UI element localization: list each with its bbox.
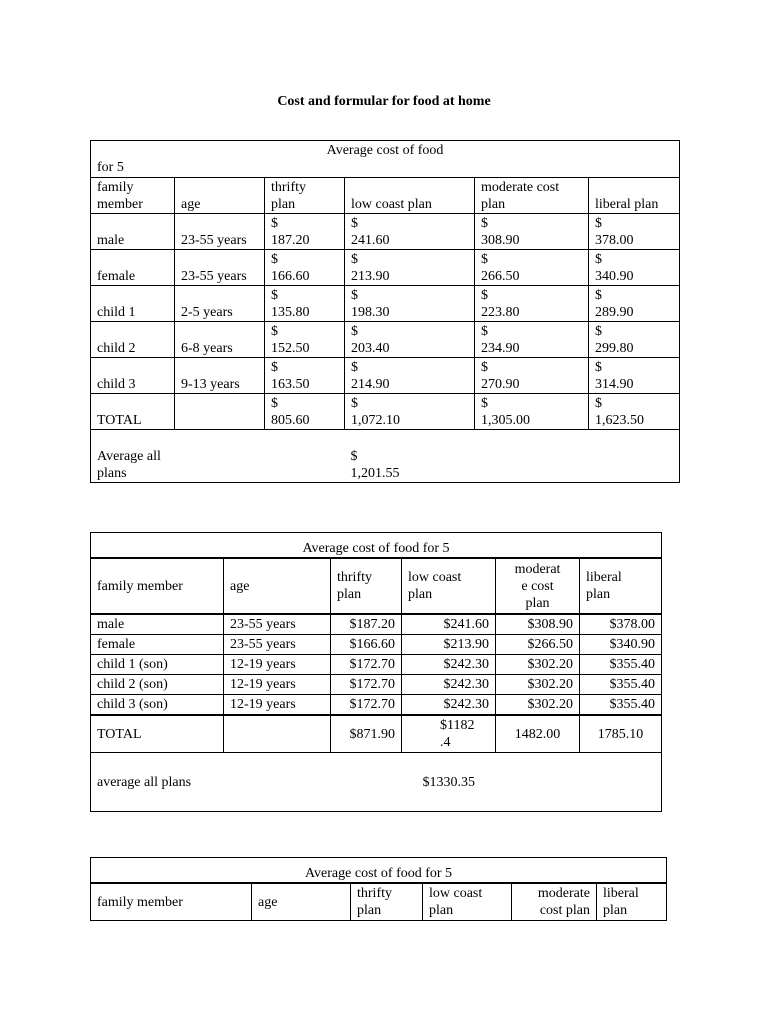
low-cost-cell: $ 198.30 — [345, 286, 475, 322]
liberal-cell: $ 340.90 — [589, 250, 680, 286]
moderate-cell: $ 266.50 — [475, 250, 589, 286]
thrifty-cell: $172.70 — [331, 655, 402, 675]
column-header: low coast plan — [402, 558, 496, 614]
age-cell: 23-55 years — [224, 614, 331, 635]
moderate-cell: $302.20 — [496, 655, 580, 675]
moderate-cell: $ 1,305.00 — [475, 394, 589, 430]
age-cell — [224, 715, 331, 753]
table2-heading-row — [91, 533, 662, 559]
liberal-cell: $ 378.00 — [589, 214, 680, 250]
column-header: age — [252, 883, 351, 921]
member-cell: TOTAL — [91, 715, 224, 753]
moderate-cell: $308.90 — [496, 614, 580, 635]
table-row — [91, 635, 662, 655]
column-header: family member — [91, 558, 224, 614]
low-cost-cell: $241.60 — [402, 614, 496, 635]
average-label: Average all plans — [91, 430, 345, 483]
table-row — [91, 286, 680, 322]
column-header: age — [224, 558, 331, 614]
member-cell: child 1 — [91, 286, 175, 322]
average-value: $ 1,201.55 — [345, 430, 680, 483]
member-cell: TOTAL — [91, 394, 175, 430]
member-cell: child 2 — [91, 322, 175, 358]
thrifty-cell: $ 135.80 — [265, 286, 345, 322]
liberal-cell: $340.90 — [580, 635, 662, 655]
age-cell: 23-55 years — [175, 250, 265, 286]
average-value: $1330.35 — [402, 753, 662, 812]
liberal-cell: $355.40 — [580, 695, 662, 716]
age-cell: 23-55 years — [175, 214, 265, 250]
table2-average-row — [91, 753, 662, 812]
table3-column-headers — [91, 883, 667, 921]
moderate-cell: $ 270.90 — [475, 358, 589, 394]
table-row — [91, 655, 662, 675]
age-cell: 2-5 years — [175, 286, 265, 322]
age-cell: 12-19 years — [224, 695, 331, 716]
table-row — [91, 214, 680, 250]
member-cell: male — [91, 614, 224, 635]
age-cell: 12-19 years — [224, 655, 331, 675]
column-header: low coast plan — [345, 178, 475, 214]
liberal-cell: $ 289.90 — [589, 286, 680, 322]
table-row — [91, 322, 680, 358]
column-header: liberal plan — [589, 178, 680, 214]
low-cost-cell: $213.90 — [402, 635, 496, 655]
liberal-cell: $ 299.80 — [589, 322, 680, 358]
thrifty-cell: $ 152.50 — [265, 322, 345, 358]
age-cell: 6-8 years — [175, 322, 265, 358]
table3-heading: Average cost of food for 5 — [91, 858, 667, 884]
low-cost-cell: $242.30 — [402, 655, 496, 675]
moderate-cell: $302.20 — [496, 695, 580, 716]
low-cost-cell: $ 1,072.10 — [345, 394, 475, 430]
table3-heading-row — [91, 858, 667, 884]
member-cell: female — [91, 635, 224, 655]
age-cell: 23-55 years — [224, 635, 331, 655]
table-row — [91, 358, 680, 394]
column-header: liberal plan — [580, 558, 662, 614]
column-header: thrifty plan — [265, 178, 345, 214]
table-row-total — [91, 394, 680, 430]
member-cell: male — [91, 214, 175, 250]
moderate-cell: 1482.00 — [496, 715, 580, 753]
page-title: Cost and formular for food at home — [277, 94, 491, 109]
liberal-cell: $355.40 — [580, 655, 662, 675]
food-cost-table-2 — [90, 532, 662, 812]
low-cost-cell: $1182 .4 — [402, 715, 496, 753]
column-header: age — [175, 178, 265, 214]
liberal-cell: $ 314.90 — [589, 358, 680, 394]
food-cost-table-3 — [90, 857, 667, 921]
column-header: family member — [91, 883, 252, 921]
column-header: family member — [91, 178, 175, 214]
table1-average-row — [91, 430, 680, 483]
low-cost-cell: $ 203.40 — [345, 322, 475, 358]
table-row — [91, 250, 680, 286]
thrifty-cell: $ 187.20 — [265, 214, 345, 250]
thrifty-cell: $ 805.60 — [265, 394, 345, 430]
column-header: moderat e cost plan — [496, 558, 580, 614]
column-header: thrifty plan — [331, 558, 402, 614]
table1-heading-cell — [91, 141, 680, 178]
column-header: thrifty plan — [351, 883, 423, 921]
thrifty-cell: $871.90 — [331, 715, 402, 753]
table1-heading-row — [91, 141, 680, 178]
table1-heading-sub: for 5 — [97, 160, 124, 175]
low-cost-cell: $ 241.60 — [345, 214, 475, 250]
table-row-total — [91, 715, 662, 753]
thrifty-cell: $166.60 — [331, 635, 402, 655]
moderate-cell: $302.20 — [496, 675, 580, 695]
column-header: low coast plan — [423, 883, 512, 921]
moderate-cell: $266.50 — [496, 635, 580, 655]
thrifty-cell: $172.70 — [331, 695, 402, 716]
column-header: moderate cost plan — [475, 178, 589, 214]
table-row — [91, 695, 662, 716]
age-cell — [175, 394, 265, 430]
column-header: liberal plan — [597, 883, 667, 921]
food-cost-table-1 — [90, 140, 680, 483]
table-row — [91, 614, 662, 635]
liberal-cell: $378.00 — [580, 614, 662, 635]
table2-column-headers — [91, 558, 662, 614]
table-row — [91, 675, 662, 695]
low-cost-cell: $ 214.90 — [345, 358, 475, 394]
column-header: moderate cost plan — [512, 883, 597, 921]
table1-heading: Average cost of food — [326, 143, 444, 158]
low-cost-cell: $242.30 — [402, 695, 496, 716]
liberal-cell: $355.40 — [580, 675, 662, 695]
member-cell: child 3 (son) — [91, 695, 224, 716]
thrifty-cell: $ 163.50 — [265, 358, 345, 394]
thrifty-cell: $172.70 — [331, 675, 402, 695]
table1-column-headers — [91, 178, 680, 214]
low-cost-cell: $242.30 — [402, 675, 496, 695]
liberal-cell: 1785.10 — [580, 715, 662, 753]
moderate-cell: $ 223.80 — [475, 286, 589, 322]
thrifty-cell: $ 166.60 — [265, 250, 345, 286]
age-cell: 9-13 years — [175, 358, 265, 394]
average-label: average all plans — [91, 753, 402, 812]
member-cell: child 1 (son) — [91, 655, 224, 675]
low-cost-cell: $ 213.90 — [345, 250, 475, 286]
member-cell: child 2 (son) — [91, 675, 224, 695]
thrifty-cell: $187.20 — [331, 614, 402, 635]
liberal-cell: $ 1,623.50 — [589, 394, 680, 430]
member-cell: female — [91, 250, 175, 286]
member-cell: child 3 — [91, 358, 175, 394]
age-cell: 12-19 years — [224, 675, 331, 695]
moderate-cell: $ 308.90 — [475, 214, 589, 250]
table2-heading: Average cost of food for 5 — [91, 533, 662, 559]
moderate-cell: $ 234.90 — [475, 322, 589, 358]
